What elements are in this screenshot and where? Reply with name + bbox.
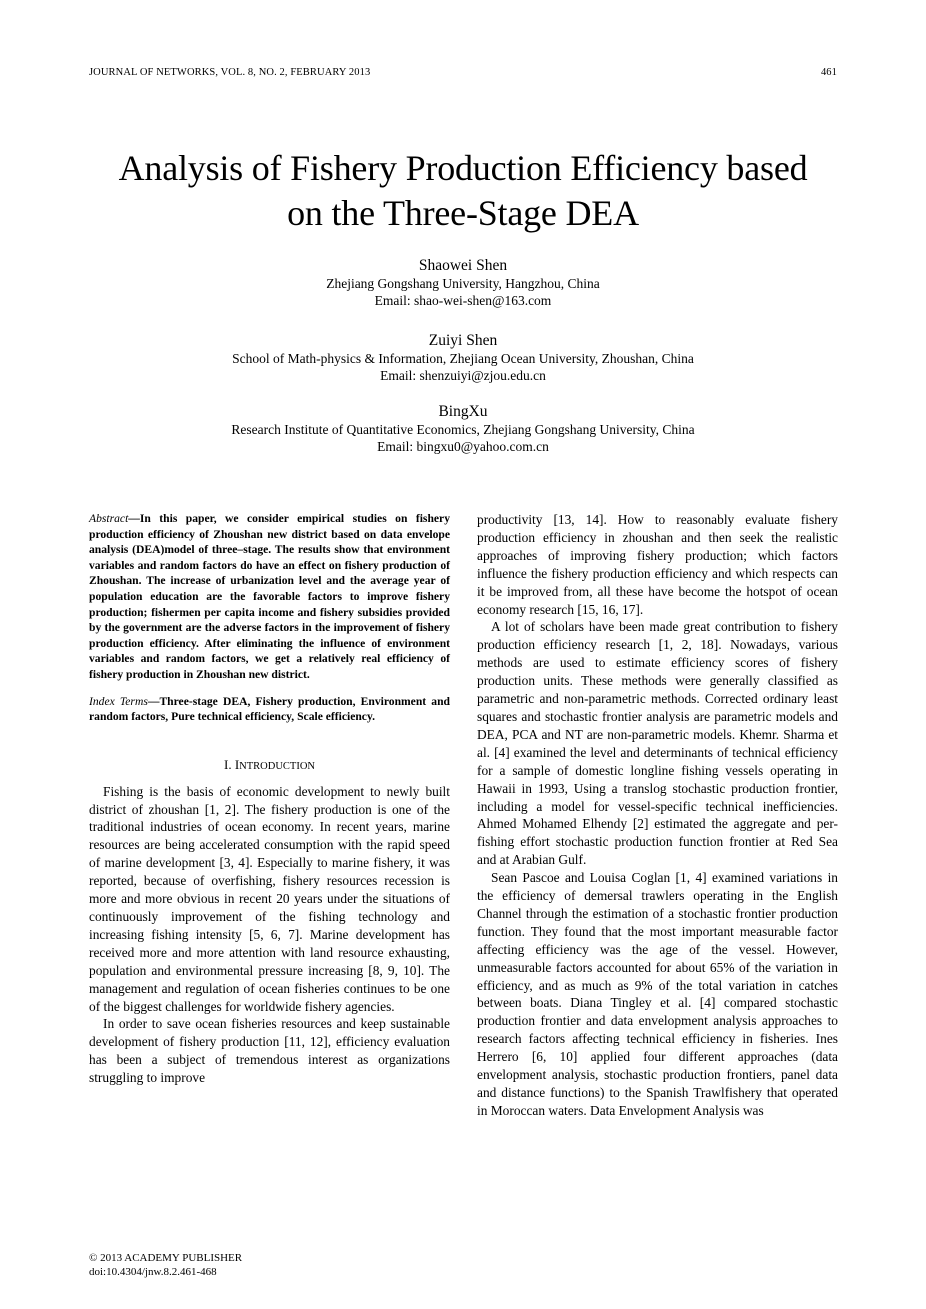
author-block-2 [60,331,866,384]
title-line-1: Analysis of Fishery Production Efficiency based [118,148,808,188]
index-terms-lead: Index Terms [89,694,148,708]
journal-name: JOURNAL OF NETWORKS, VOL. 8, NO. 2, FEBRUARY 2013 [89,67,371,78]
page-number: 461 [820,67,837,78]
title-line-2: on the Three-Stage DEA [287,193,639,233]
body-paragraph: Fishing is the basis of economic development to newly built district of zhoushan [1, 2]. The fishery production is one of the traditional industries of ocean economy. In recent years, marine resources are being accelerated consumption with the rapid speed of marine development [3, 4]. Especially to marine fishery, it was reported, because of overfishing, fishery resources recession is more and more obvious in recent 20 years under the situations of continuously improvement of the fishing technology and increasing fishing intensity [5, 6, 7]. Marine development has received more and more attention with land resource exhausting, population and environmental pressure increasing [8, 9, 10]. The management and regulation of ocean fisheries continues to be one of the biggest challenges for worldwide fishery agencies. [89,783,450,1014]
author-affiliation: Zhejiang Gongshang University, Hangzhou, China [326,276,600,291]
body-paragraph: Sean Pascoe and Louisa Coglan [1, 4] examined variations in the efficiency of demersal trawlers operating in the English Channel through the estimation of a stochastic frontier production function. They found that the most important measurable factor affecting efficiency was the age of the vessel. However, unmeasurable factors accounted for about 65% of the variation in efficiency, and as much as 9% of the total variation in catches between boats. Diana Tingley et al. [4] compared stochastic production frontier and data envelopment analysis approaches to research factors affecting technical efficiency in fisheries. Ines Herrero [6, 10] applied four different approaches (data envelopment analysis, stochastic production frontiers, panel data and distance functions) to the Spanish Trawlfishery that operated in Moroccan waters. Data Envelopment Analysis was [477,870,838,1118]
author-name: Zuiyi Shen [428,332,498,349]
author-email: Email: shenzuiyi@zjou.edu.cn [380,368,546,383]
paper-title [60,146,866,236]
author-name: BingXu [438,403,488,420]
section-heading-introduction: I. INTRODUCTION [224,756,315,772]
left-column [89,511,450,1087]
body-paragraph: productivity [13, 14]. How to reasonably evaluate fishery production efficiency in zhoushan and then seek the realistic approaches of improving fishery production; which factors influence the fishery production efficiency and which respects can it be improved from, all these have become the hotspot of ocean economy research [15, 16, 17]. [477,512,838,617]
author-email: Email: bingxu0@yahoo.com.cn [377,439,549,454]
author-affiliation: Research Institute of Quantitative Economics, Zhejiang Gongshang University, China [231,422,695,437]
doi: doi:10.4304/jnw.8.2.461-468 [89,1266,217,1278]
author-affiliation: School of Math-physics & Information, Zhejiang Ocean University, Zhoushan, China [232,351,694,366]
abstract [89,511,450,683]
author-email: Email: shao-wei-shen@163.com [374,293,552,308]
body-paragraph: In order to save ocean fisheries resources and keep sustainable development of fishery production [11, 12], efficiency evaluation has been a subject of tremendous interest as organizations struggling to improve [89,1016,450,1086]
abstract-lead: Abstract [89,512,129,525]
author-name: Shaowei Shen [418,257,508,274]
body-paragraph: A lot of scholars have been made great contribution to fishery production efficiency research [1, 2, 18]. Nowadays, various methods are used to estimate efficiency scores of fishery production units. These methods were generally classified as parametric and non-parametric methods. Corrected ordinary least squares and stochastic frontier analysis are parametric models and DEA, PCA and NT are non-parametric models. Khemr. Sharma et al. [4] examined the level and determinants of technical efficiency for a sample of domestic longline fishing vessels operating in Hawaii in 1993, Using a translog stochastic production frontier, including a model for vessel-specific technical inefficiencies. Ahmed Mohamed Elhendy [2] estimated the aggregate and per-fishing effort stochastic production function frontier at Red Sea and at Arabian Gulf. [477,619,838,868]
copyright-notice: © 2013 ACADEMY PUBLISHER [89,1252,243,1264]
index-terms [89,694,450,725]
index-terms-text: —Three-stage DEA, Fishery production, Environment and random factors, Pure technical efficiency, Scale efficiency. [89,694,450,724]
abstract-text: —In this paper, we consider empirical studies on fishery production efficiency of Zhoushan new district based on data envelope analysis (DEA)model of three–stage. The results show that environment variables and random factors do have an effect on fishery production of Zhoushan. The increase of urbanization level and the average year of population education are the favorable factors to improve fishery production; fishermen per capita income and fishery subsidies provided by the government are the adverse factors in the improvement of fishery production efficiency. After eliminating the influence of environment variables and random factors, we get a relatively real efficiency of fishery production in Zhoushan new district. [89,512,450,681]
page-footer [89,1251,242,1279]
right-column [477,511,838,1120]
author-block-1 [60,256,866,309]
author-block-3 [60,402,866,455]
